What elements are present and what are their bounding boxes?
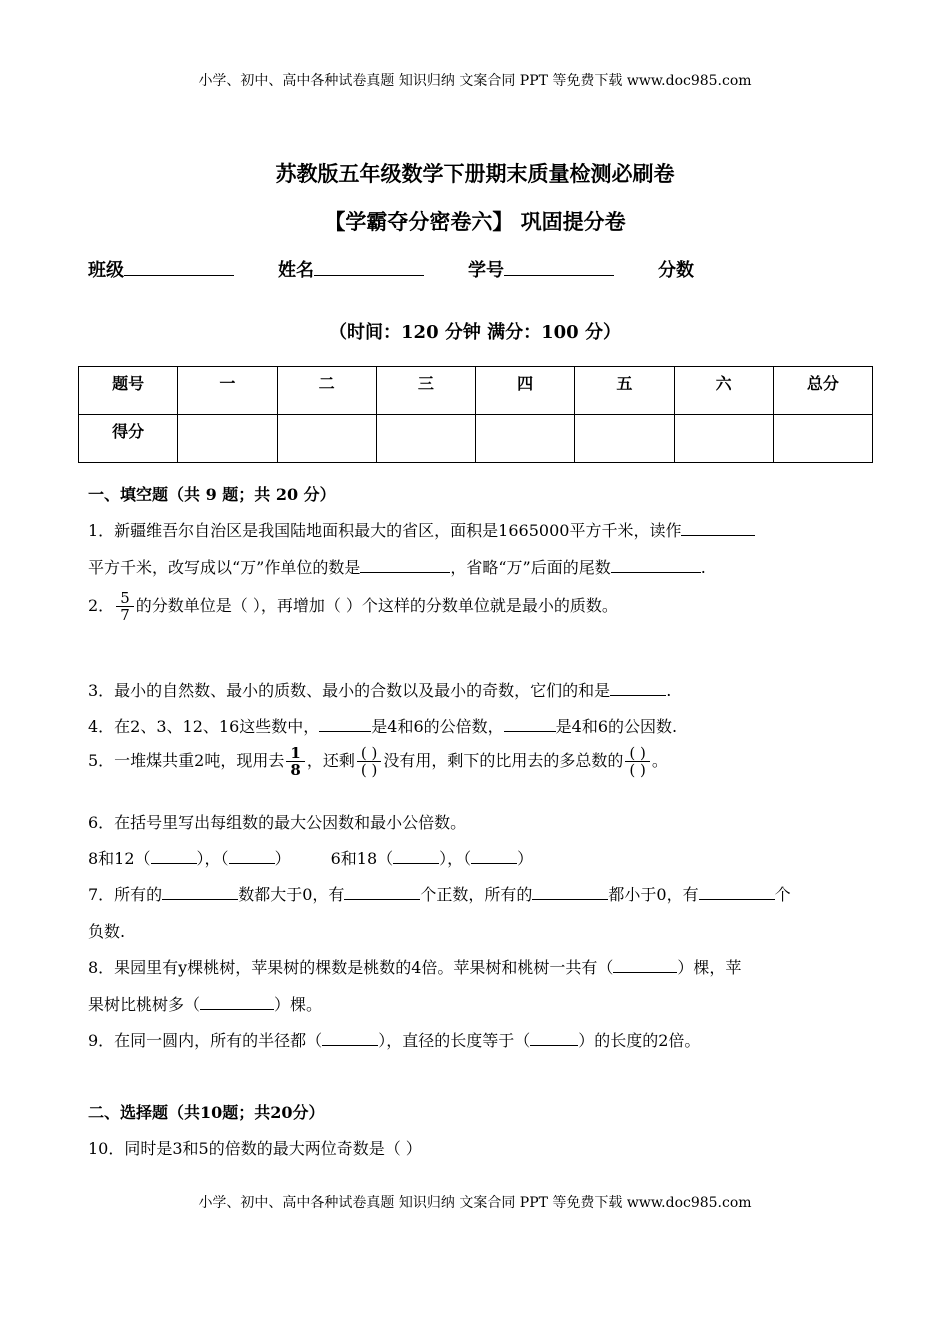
answer-blank[interactable] [319, 717, 371, 732]
table-header: 五 [575, 367, 674, 415]
answer-blank[interactable] [360, 558, 450, 573]
q4-text: 是4和6的公因数. [555, 717, 678, 736]
page-header: 小学、初中、高中各种试卷真题 知识归纳 文案合同 PPT 等免费下载 www.doc985.com [198, 73, 752, 89]
table-header-row [79, 367, 873, 415]
section-2-heading: 二、选择题（共10题；共20分） [88, 1103, 325, 1122]
score-cell[interactable] [674, 415, 773, 463]
answer-blank[interactable] [229, 849, 275, 864]
q2-num: 2． [88, 596, 115, 615]
answer-blank[interactable] [322, 1031, 378, 1046]
q1-text: 平方千米，改写成以“万”作单位的数是 [88, 558, 361, 577]
table-header: 四 [476, 367, 575, 415]
answer-blank[interactable] [699, 885, 775, 900]
answer-blank[interactable] [393, 849, 439, 864]
table-header: 六 [674, 367, 773, 415]
time-info: （时间：120 分钟 满分：100 分） [329, 322, 621, 343]
question-8: 8．果园里有y棵桃树，苹果树的棵数是桃数的4倍。苹果树和桃树一共有（ ）棵，苹 [88, 958, 742, 977]
question-7-cont: 负数. [88, 922, 126, 941]
question-8-cont: 果树比桃树多（ ）棵。 [88, 995, 323, 1014]
page-footer: 小学、初中、高中各种试卷真题 知识归纳 文案合同 PPT 等免费下载 www.doc985.com [198, 1195, 752, 1211]
exam-title: 苏教版五年级数学下册期末质量检测必刷卷 [275, 161, 675, 186]
table-header: 题号 [79, 367, 178, 415]
q4-text: 4．在2、3、12、16这些数中， [88, 717, 320, 736]
answer-blank[interactable] [611, 558, 701, 573]
answer-blank[interactable] [504, 717, 556, 732]
row-label: 得分 [79, 415, 178, 463]
q2-text: 的分数单位是（ ），再增加（ ）个这样的分数单位就是最小的质数。 [135, 596, 618, 615]
question-2 [88, 590, 618, 623]
q4-text: 是4和6的公倍数， [371, 717, 504, 736]
q3-text: 3．最小的自然数、最小的质数、最小的合数以及最小的奇数，它们的和是 [88, 681, 611, 700]
question-3: 3．最小的自然数、最小的质数、最小的合数以及最小的奇数，它们的和是 . [88, 681, 672, 700]
score-table [78, 366, 873, 463]
q5-text: 没有用，剩下的比用去的多总数的 [383, 751, 624, 770]
score-cell[interactable] [773, 415, 872, 463]
table-header: 三 [376, 367, 475, 415]
q1-text: ，省略“万”后面的尾数 [450, 558, 611, 577]
id-blank[interactable] [504, 257, 614, 276]
answer-blank[interactable] [681, 521, 755, 536]
answer-blank[interactable] [471, 849, 517, 864]
question-6-pairs: 8和12（ ），（ ） 6和18（ ），（ ） [88, 849, 534, 868]
table-row [79, 415, 873, 463]
score-cell[interactable] [277, 415, 376, 463]
question-4 [88, 714, 677, 737]
question-5: 5．一堆煤共重2吨，现用去 $\frac{1}{8}$ ，还剩 $\frac{( )}{( )}$ 没有用，剩下的比用去的多总数的 $\frac{( )}{( )}$ 。 [88, 744, 668, 779]
table-header: 总分 [773, 367, 872, 415]
q5-text: 5．一堆煤共重2吨，现用去 [88, 751, 285, 770]
id-label: 学号 [468, 260, 504, 281]
question-1 [88, 518, 755, 541]
score-label: 分数 [658, 260, 694, 281]
score-cell[interactable] [178, 415, 277, 463]
answer-blank[interactable] [162, 885, 238, 900]
score-cell[interactable] [476, 415, 575, 463]
fraction: $\frac{1}{8}$ [286, 745, 304, 778]
class-label: 班级 [88, 260, 124, 281]
question-6: 6．在括号里写出每组数的最大公因数和最小公倍数。 [88, 813, 467, 832]
name-blank[interactable] [314, 257, 424, 276]
answer-blank[interactable] [200, 995, 274, 1010]
table-header: 一 [178, 367, 277, 415]
fraction: $\frac{5}{7}$ [116, 590, 134, 623]
fraction-blank[interactable]: $\frac{( )}{( )}$ [625, 745, 649, 778]
class-blank[interactable] [124, 257, 234, 276]
q1-text: 1．新疆维吾尔自治区是我国陆地面积最大的省区，面积是1665000平方千米，读作 [88, 521, 682, 540]
question-9: 9．在同一圆内，所有的半径都（ ），直径的长度等于（ ）的长度的2倍。 [88, 1031, 701, 1050]
exam-subtitle: 【学霸夺分密卷六】 巩固提分卷 [324, 209, 626, 234]
answer-blank[interactable] [344, 885, 420, 900]
name-label: 姓名 [278, 260, 314, 281]
score-cell[interactable] [376, 415, 475, 463]
answer-blank[interactable] [610, 681, 666, 696]
answer-blank[interactable] [613, 958, 677, 973]
answer-blank[interactable] [532, 885, 608, 900]
question-7: 7．所有的 数都大于0，有 个正数，所有的 都小于0，有 个 [88, 885, 791, 904]
score-cell[interactable] [575, 415, 674, 463]
fraction-blank[interactable]: $\frac{( )}{( )}$ [357, 745, 381, 778]
question-1-cont: 平方千米，改写成以“万”作单位的数是 ，省略“万”后面的尾数 . [88, 558, 706, 577]
question-10: 10．同时是3和5的倍数的最大两位奇数是（ ） [88, 1139, 422, 1158]
section-1-heading: 一、填空题（共 9 题；共 20 分） [88, 485, 336, 504]
table-header: 二 [277, 367, 376, 415]
student-info [88, 256, 694, 282]
q5-text: ，还剩 [306, 751, 355, 770]
answer-blank[interactable] [151, 849, 197, 864]
answer-blank[interactable] [530, 1031, 578, 1046]
